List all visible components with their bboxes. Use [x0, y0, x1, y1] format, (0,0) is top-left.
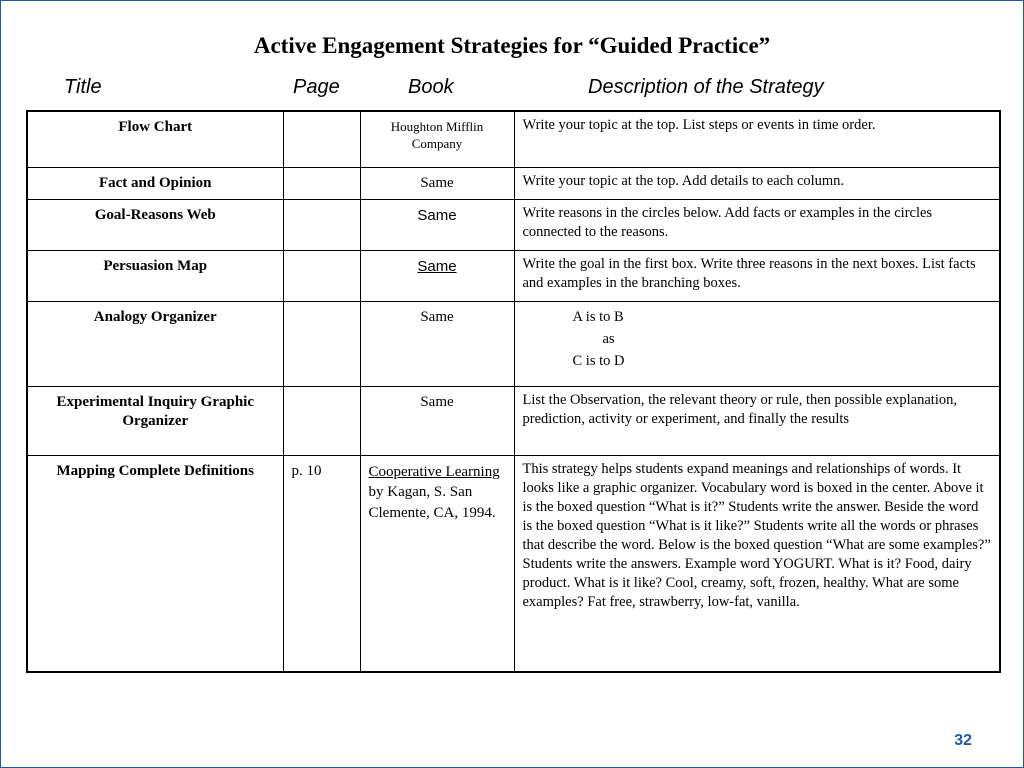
table-row — [27, 167, 1000, 199]
column-header-page: Page — [293, 76, 340, 98]
row-page — [283, 167, 360, 199]
column-header-book: Book — [408, 76, 454, 98]
row-book-link[interactable]: Same — [417, 257, 457, 275]
row-book: Houghton Mifflin Company — [360, 111, 514, 167]
slide-number: 32 — [954, 732, 972, 749]
table-row — [27, 111, 1000, 167]
analogy-line: A is to B — [572, 308, 624, 325]
book-citation: by Kagan, S. San Clemente, CA, 1994. — [368, 484, 496, 521]
row-page — [283, 250, 360, 301]
slide-title: Active Engagement Strategies for “Guided Practice” — [253, 33, 771, 58]
book-title-link[interactable]: Cooperative Learning — [368, 463, 500, 480]
row-book: Same — [360, 301, 514, 386]
row-page — [283, 199, 360, 250]
row-title: Mapping Complete Definitions — [27, 455, 283, 672]
table-row — [27, 386, 1000, 455]
row-description: Write your topic at the top. Add details to each column. — [514, 167, 1000, 199]
column-header-description: Description of the Strategy — [588, 76, 824, 98]
row-description: List the Observation, the relevant theory or rule, then possible explanation, prediction, activity or experiment, and finally the results — [514, 386, 1000, 455]
column-header-title: Title — [64, 76, 102, 98]
row-book: Same — [360, 386, 514, 455]
row-page — [283, 386, 360, 455]
row-book — [360, 250, 514, 301]
table-row — [27, 455, 1000, 672]
row-book: Same — [360, 199, 514, 250]
row-page — [283, 301, 360, 386]
row-page — [283, 111, 360, 167]
table-row — [27, 250, 1000, 301]
row-description: Write your topic at the top. List steps or events in time order. — [514, 111, 1000, 167]
row-title: Fact and Opinion — [27, 167, 283, 199]
strategies-table — [26, 110, 1001, 673]
table-row — [27, 301, 1000, 386]
row-title: Analogy Organizer — [27, 301, 283, 386]
row-title: Experimental Inquiry Graphic Organizer — [27, 386, 283, 455]
analogy-line: C is to D — [572, 352, 625, 369]
table-row — [27, 199, 1000, 250]
row-book: Same — [360, 167, 514, 199]
row-title: Persuasion Map — [27, 250, 283, 301]
row-description: Write the goal in the first box. Write three reasons in the next boxes. List facts and examples in the branching boxes. — [514, 250, 1000, 301]
row-title: Flow Chart — [27, 111, 283, 167]
row-title: Goal-Reasons Web — [27, 199, 283, 250]
row-description: Write reasons in the circles below. Add facts or examples in the circles connected to the reasons. — [514, 199, 1000, 250]
row-book — [360, 455, 514, 672]
row-description: This strategy helps students expand meanings and relationships of words. It looks like a graphic organizer. Vocabulary word is boxed in the center. Above it is the boxed question “What is it?” Students write the answer. Beside the word is the boxed question “What is it like?” Students write all the words or phrases that describe the word. Below is the boxed question “What are some examples?” Students write the answers. Example word YOGURT. What is it? Food, dairy product. What is it like? Cool, creamy, soft, frozen, healthy. What are some examples? Fat free, strawberry, low-fat, vanilla. — [514, 455, 1000, 672]
analogy-line: as — [602, 330, 615, 347]
row-description — [514, 301, 1000, 386]
row-page: p. 10 — [283, 455, 360, 672]
